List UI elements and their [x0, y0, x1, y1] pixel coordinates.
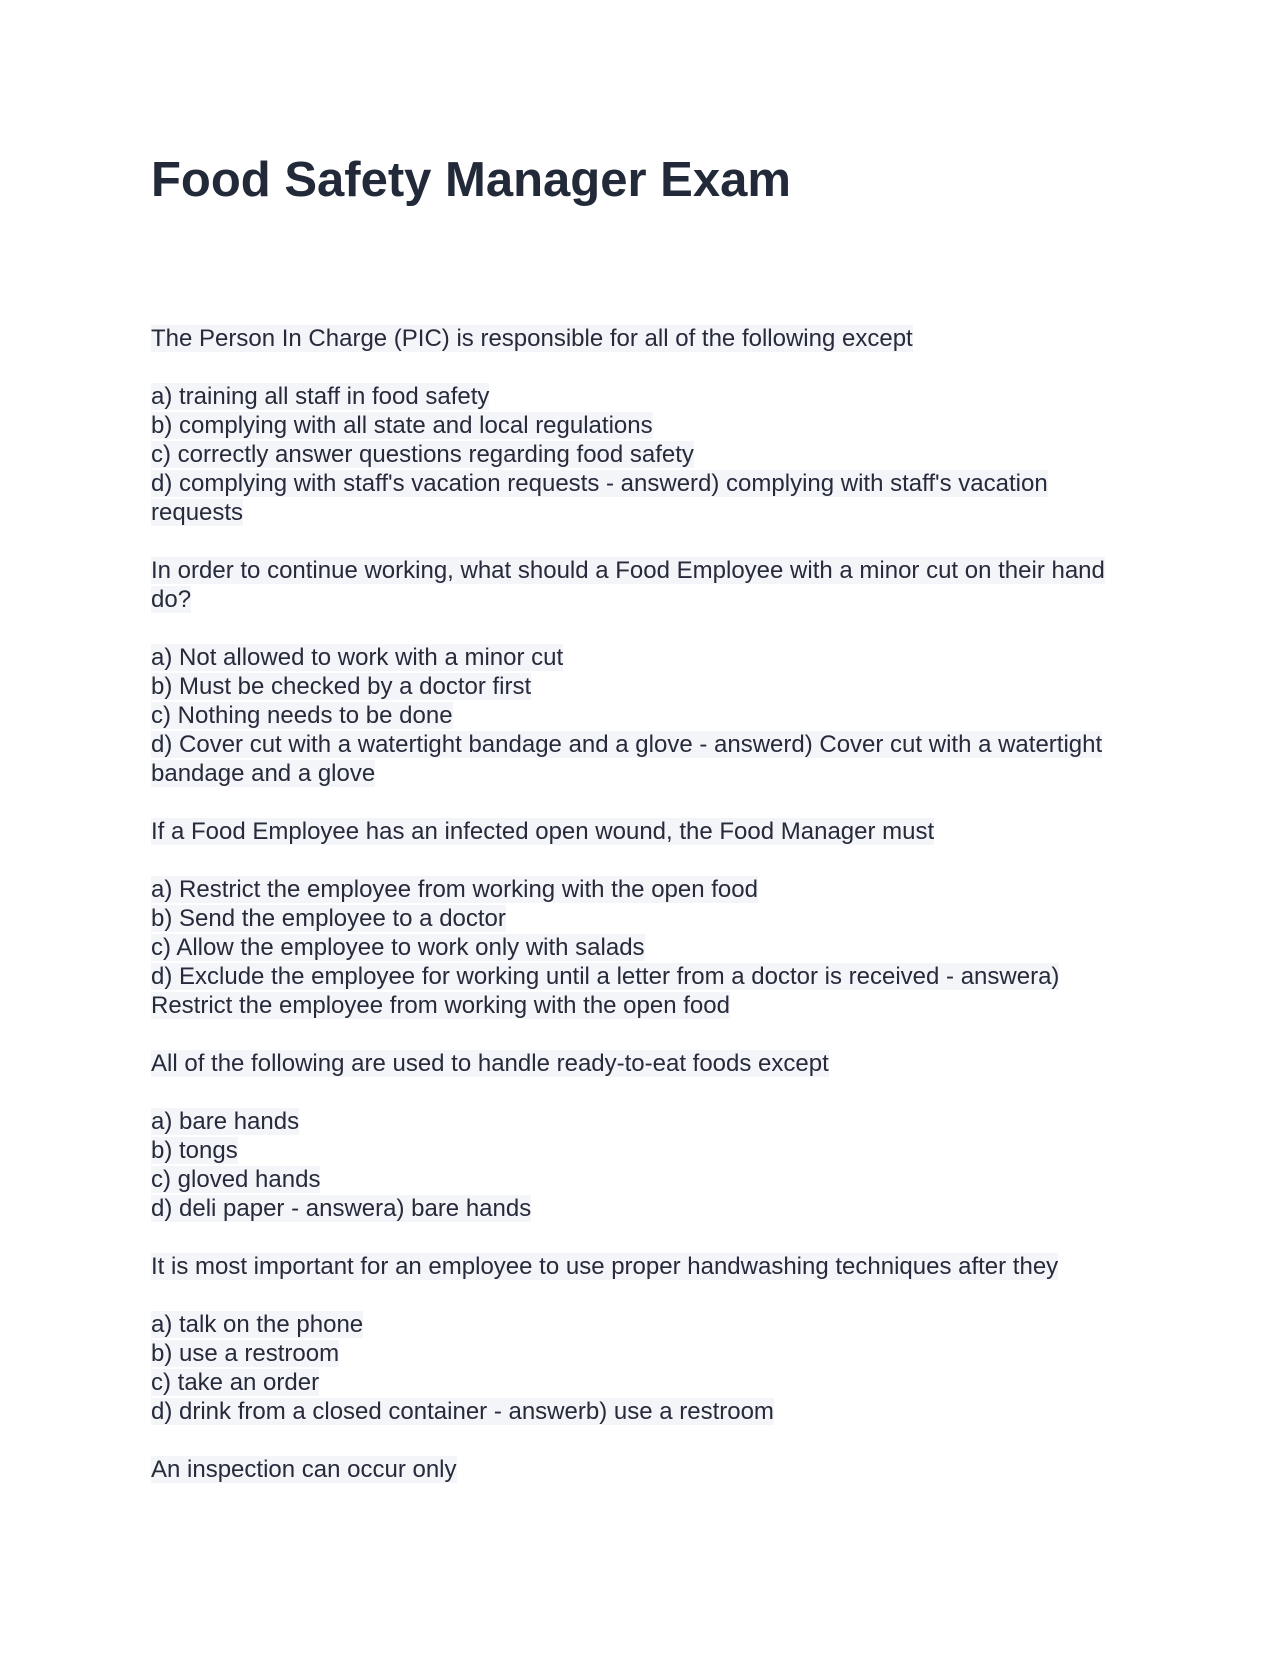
answers-1	[151, 382, 1141, 527]
answer-option: a) bare hands	[151, 1108, 300, 1135]
question-text: In order to continue working, what should a Food Employee with a minor cut on their hand do?	[151, 557, 1105, 613]
question-5	[151, 1252, 1141, 1281]
question-text: An inspection can occur only	[151, 1456, 457, 1483]
answers-3	[151, 875, 1141, 1020]
answer-option: a) talk on the phone	[151, 1311, 364, 1338]
question-text: All of the following are used to handle ready-to-eat foods except	[151, 1050, 829, 1077]
answer-option: d) complying with staff's vacation requests - answerd) complying with staff's vacation requests	[151, 470, 1048, 526]
question-3	[151, 817, 1141, 846]
question-4	[151, 1049, 1141, 1078]
question-text: The Person In Charge (PIC) is responsible for all of the following except	[151, 325, 913, 352]
answer-option: a) Restrict the employee from working with the open food	[151, 876, 758, 903]
answer-option: d) drink from a closed container - answerb) use a restroom	[151, 1398, 774, 1425]
answer-option: b) tongs	[151, 1137, 238, 1164]
document-title: Food Safety Manager Exam	[151, 153, 791, 207]
answer-option: c) Nothing needs to be done	[151, 702, 453, 729]
answer-option: d) Exclude the employee for working until a letter from a doctor is received - answera) Restrict the employee from working with the open food	[151, 963, 1060, 1019]
answer-option: d) Cover cut with a watertight bandage and a glove - answerd) Cover cut with a watertight bandage and a glove	[151, 731, 1103, 787]
question-2	[151, 556, 1141, 614]
answer-option: b) Send the employee to a doctor	[151, 905, 506, 932]
answers-4	[151, 1107, 1141, 1223]
question-6	[151, 1455, 1141, 1484]
answers-2	[151, 643, 1141, 788]
answer-option: c) take an order	[151, 1369, 320, 1396]
answer-option: d) deli paper - answera) bare hands	[151, 1195, 532, 1222]
question-text: If a Food Employee has an infected open wound, the Food Manager must	[151, 818, 935, 845]
answers-5	[151, 1310, 1141, 1426]
answer-option: c) correctly answer questions regarding food safety	[151, 441, 694, 468]
answer-option: a) training all staff in food safety	[151, 383, 490, 410]
question-text: It is most important for an employee to use proper handwashing techniques after they	[151, 1253, 1059, 1280]
answer-option: c) Allow the employee to work only with salads	[151, 934, 645, 961]
answer-option: c) gloved hands	[151, 1166, 321, 1193]
answer-option: a) Not allowed to work with a minor cut	[151, 644, 564, 671]
answer-option: b) use a restroom	[151, 1340, 340, 1367]
document-body	[151, 324, 1141, 1513]
answer-option: b) Must be checked by a doctor first	[151, 673, 532, 700]
answer-option: b) complying with all state and local regulations	[151, 412, 653, 439]
question-1	[151, 324, 1141, 353]
